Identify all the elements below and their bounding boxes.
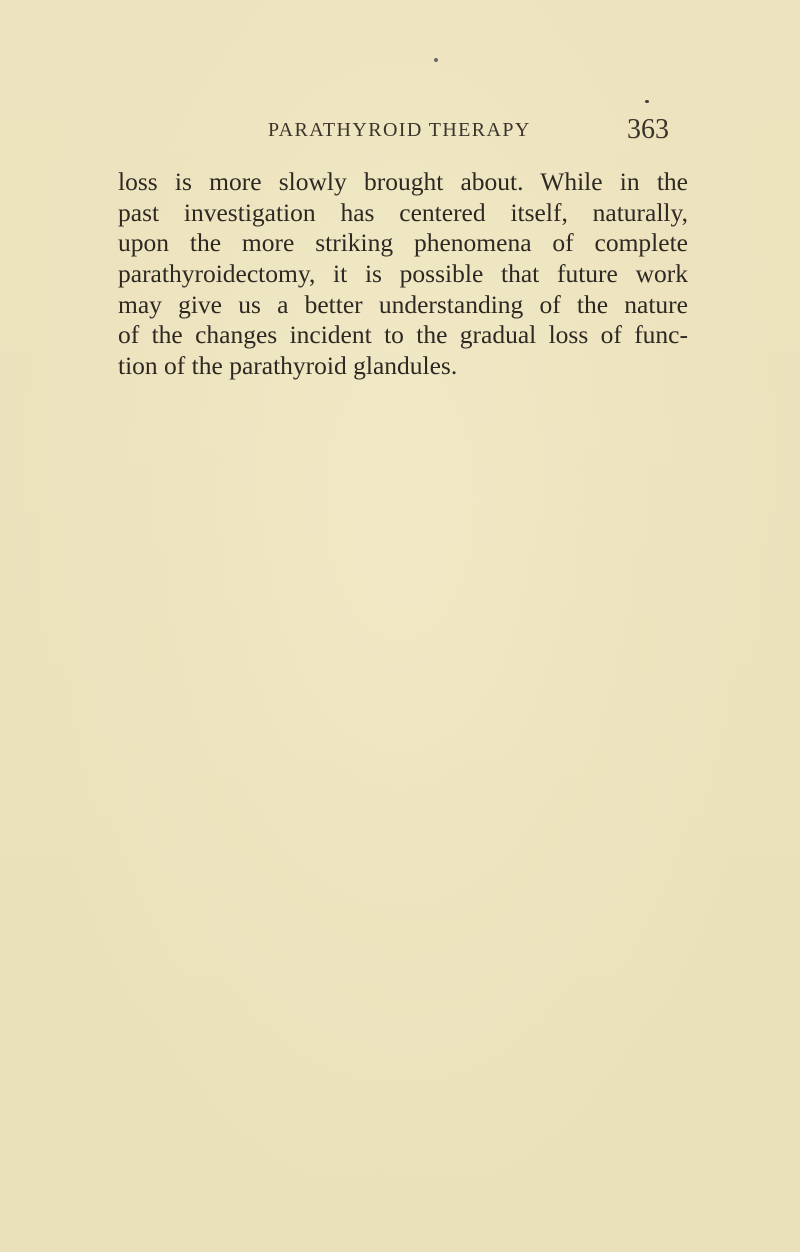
text-line: upon the more striking phenomena of complete — [118, 228, 688, 258]
text-line: tion of the parathyroid glandules. — [118, 351, 458, 381]
text-line: loss is more slowly brought about. While in the — [118, 167, 688, 196]
text-line: past investigation has centered itself, naturally, — [118, 197, 688, 227]
page-number: 363 — [627, 114, 669, 145]
running-title: PARATHYROID THERAPY — [268, 119, 531, 141]
print-speck — [434, 58, 438, 62]
body-paragraph — [118, 167, 688, 382]
text-line: may give us a better understanding of the nature — [118, 289, 688, 319]
print-speck — [645, 100, 649, 103]
text-line: parathyroidectomy, it is possible that future work — [118, 259, 688, 289]
running-head — [0, 114, 800, 150]
text-line: of the changes incident to the gradual loss of func- — [118, 320, 688, 350]
